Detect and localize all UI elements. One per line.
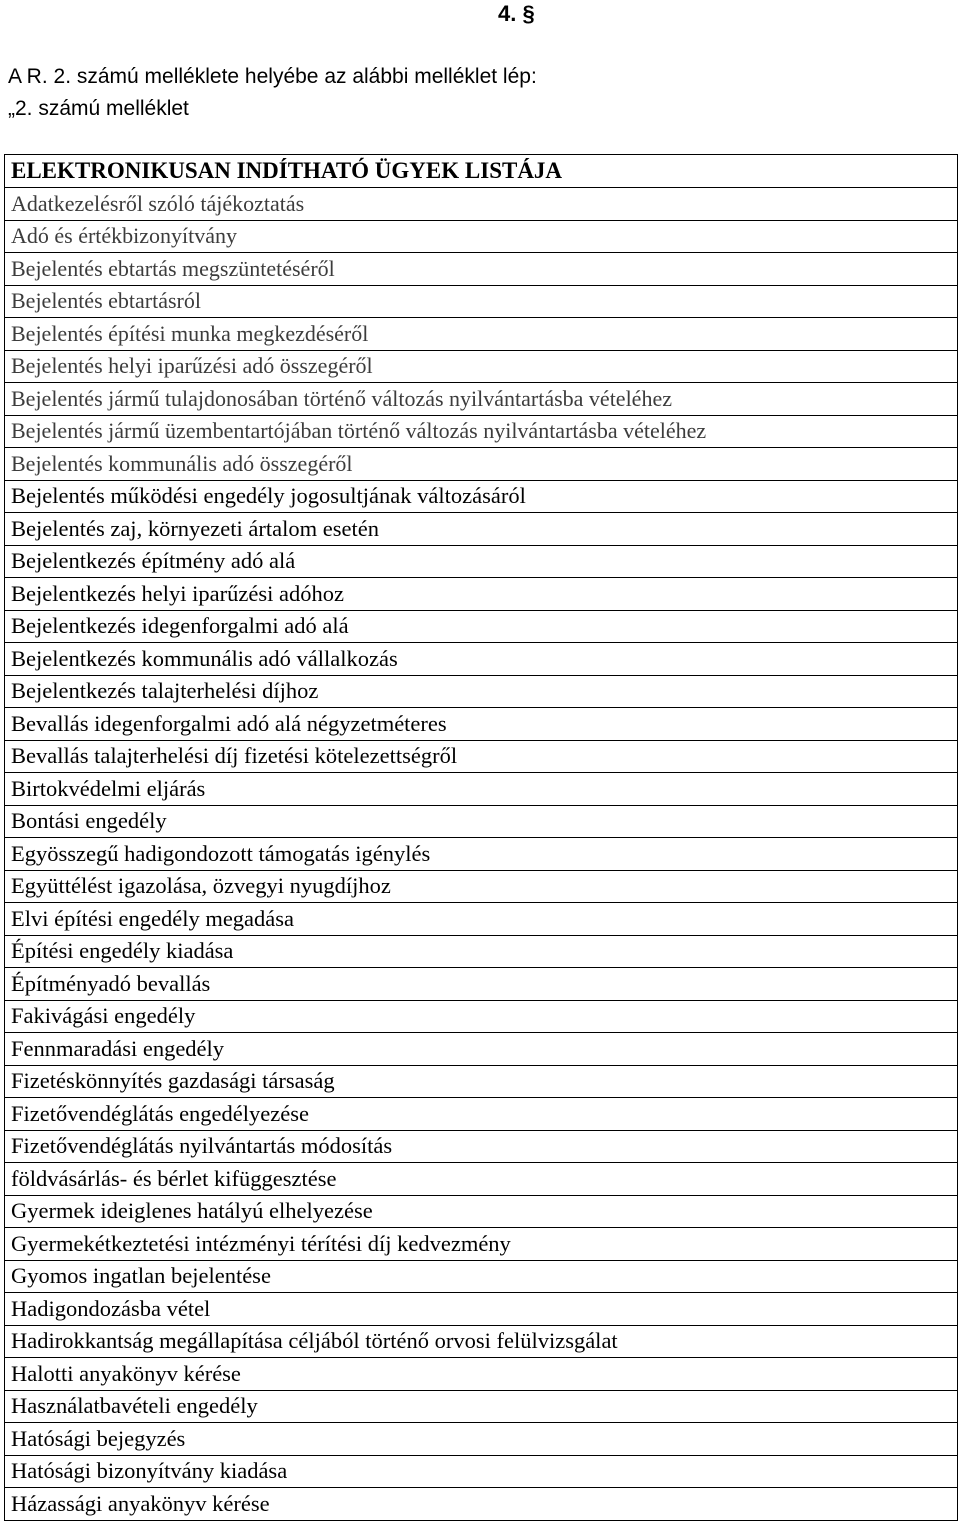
list-item: Gyermek ideiglenes hatályú elhelyezése [5, 1195, 958, 1228]
section-mark: 4. § [498, 1, 535, 26]
intro-text [8, 61, 537, 125]
list-item: Halotti anyakönyv kérése [5, 1358, 958, 1391]
table-row [5, 1293, 958, 1326]
list-item: Bejelentkezés talajterhelési díjhoz [5, 675, 958, 708]
table-row [5, 1130, 958, 1163]
case-list-table [4, 154, 958, 1521]
list-item: Gyermekétkeztetési intézményi térítési díj kedvezmény [5, 1228, 958, 1261]
list-item: Hatósági bizonyítvány kiadása [5, 1455, 958, 1488]
table-row [5, 903, 958, 936]
table-row [5, 1390, 958, 1423]
list-item: Házassági anyakönyv kérése [5, 1488, 958, 1521]
table-row [5, 253, 958, 286]
table-row [5, 1260, 958, 1293]
list-item: Bejelentés építési munka megkezdéséről [5, 318, 958, 351]
table-row [5, 1455, 958, 1488]
list-item: Fizetővendéglátás nyilvántartás módosítás [5, 1130, 958, 1163]
list-item: Használatbavételi engedély [5, 1390, 958, 1423]
list-item: Bejelentés zaj, környezeti ártalom esetén [5, 513, 958, 546]
list-item: Egyösszegű hadigondozott támogatás igénylés [5, 838, 958, 871]
list-item: Adatkezelésről szóló tájékoztatás [5, 188, 958, 221]
list-item: Adó és értékbizonyítvány [5, 220, 958, 253]
table-row [5, 1000, 958, 1033]
list-item: Bejelentés jármű üzembentartójában történő változás nyilvántartásba vételéhez [5, 415, 958, 448]
table-row [5, 188, 958, 221]
list-item: Gyomos ingatlan bejelentése [5, 1260, 958, 1293]
table-row [5, 708, 958, 741]
table-row [5, 1228, 958, 1261]
table-row [5, 578, 958, 611]
table-row [5, 675, 958, 708]
list-item: Bontási engedély [5, 805, 958, 838]
list-item: Építési engedély kiadása [5, 935, 958, 968]
list-item: Hatósági bejegyzés [5, 1423, 958, 1456]
table-row [5, 1423, 958, 1456]
list-item: Fennmaradási engedély [5, 1033, 958, 1066]
list-item: Bejelentkezés kommunális adó vállalkozás [5, 643, 958, 676]
list-item: Bejelentés jármű tulajdonosában történő változás nyilvántartásba vételéhez [5, 383, 958, 416]
list-item: Hadigondozásba vétel [5, 1293, 958, 1326]
list-item: Elvi építési engedély megadása [5, 903, 958, 936]
table-row [5, 870, 958, 903]
table-row [5, 513, 958, 546]
table-row [5, 838, 958, 871]
table-row [5, 1195, 958, 1228]
table-row [5, 545, 958, 578]
list-item: Bejelentkezés idegenforgalmi adó alá [5, 610, 958, 643]
table-row [5, 1358, 958, 1391]
table-row [5, 318, 958, 351]
list-item: Fizetéskönnyítés gazdasági társaság [5, 1065, 958, 1098]
table-row [5, 740, 958, 773]
table-row [5, 285, 958, 318]
table-header-row [5, 155, 958, 188]
intro-line-1: A R. 2. számú melléklete helyébe az alábbi melléklet lép: [8, 65, 537, 88]
table-row [5, 968, 958, 1001]
table-row [5, 1033, 958, 1066]
list-item: Bevallás talajterhelési díj fizetési kötelezettségről [5, 740, 958, 773]
list-item: Bejelentés működési engedély jogosultjának változásáról [5, 480, 958, 513]
table-row [5, 415, 958, 448]
list-item: Birtokvédelmi eljárás [5, 773, 958, 806]
list-item: Fizetővendéglátás engedélyezése [5, 1098, 958, 1131]
list-item: Bejelentkezés helyi iparűzési adóhoz [5, 578, 958, 611]
list-item: Bejelentés ebtartásról [5, 285, 958, 318]
table-row [5, 773, 958, 806]
list-title: ELEKTRONIKUSAN INDÍTHATÓ ÜGYEK LISTÁJA [5, 155, 958, 188]
table-row [5, 935, 958, 968]
table-row [5, 1163, 958, 1196]
list-item: Bevallás idegenforgalmi adó alá négyzetméteres [5, 708, 958, 741]
table-row [5, 350, 958, 383]
list-item: Bejelentkezés építmény adó alá [5, 545, 958, 578]
list-item: Hadirokkantság megállapítása céljából történő orvosi felülvizsgálat [5, 1325, 958, 1358]
list-item: Együttélést igazolása, özvegyi nyugdíjhoz [5, 870, 958, 903]
table-row [5, 610, 958, 643]
list-item: Fakivágási engedély [5, 1000, 958, 1033]
table-row [5, 480, 958, 513]
list-item: Építményadó bevallás [5, 968, 958, 1001]
table-row [5, 1488, 958, 1521]
list-item: földvásárlás- és bérlet kifüggesztése [5, 1163, 958, 1196]
list-item: Bejelentés kommunális adó összegéről [5, 448, 958, 481]
table-row [5, 448, 958, 481]
table-row [5, 643, 958, 676]
table-row [5, 805, 958, 838]
table-row [5, 1065, 958, 1098]
table-row [5, 383, 958, 416]
table-row [5, 220, 958, 253]
table-row [5, 1098, 958, 1131]
list-item: Bejelentés helyi iparűzési adó összegéről [5, 350, 958, 383]
intro-line-2: „2. számú melléklet [8, 97, 189, 120]
list-item: Bejelentés ebtartás megszüntetéséről [5, 253, 958, 286]
table-row [5, 1325, 958, 1358]
